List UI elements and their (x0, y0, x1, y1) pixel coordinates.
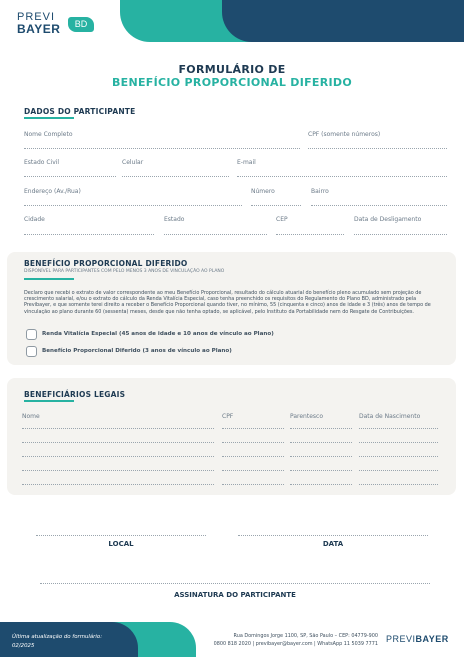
option-renda-label: Renda Vitalícia Especial (45 anos de idade e 10 anos de vínculo ao Plano) (42, 331, 274, 337)
page-title-line2: BENEFÍCIO PROPORCIONAL DIFERIDO (111, 76, 352, 89)
bairro-field[interactable] (311, 205, 447, 206)
local-label: LOCAL (108, 540, 134, 548)
estado-civil-field[interactable] (24, 176, 116, 177)
page-title-line1: FORMULÁRIO DE (178, 63, 286, 76)
header-navy-band (222, 0, 464, 42)
email-field[interactable] (237, 176, 447, 177)
beneficiary-cell[interactable] (359, 428, 438, 429)
cep-field[interactable] (276, 234, 344, 235)
beneficiary-cell[interactable] (222, 442, 284, 443)
estado-civil-label: Estado Civil (24, 159, 60, 166)
beneficiary-cell[interactable] (222, 470, 284, 471)
logo-previ-text: PREVI (17, 11, 56, 23)
beneficiary-cell[interactable] (22, 428, 214, 429)
footer-update-date: 02/2025 (12, 643, 35, 649)
option-proporcional-label: Benefício Proporcional Diferido (3 anos de vínculo ao Plano) (42, 348, 232, 354)
desligamento-label: Data de Desligamento (354, 216, 422, 223)
beneficiary-cell[interactable] (290, 442, 352, 443)
celular-label: Celular (122, 159, 144, 166)
footer-brand-previ: PREVI (386, 634, 416, 644)
beneficiary-cell[interactable] (359, 484, 438, 485)
col-nome: Nome (22, 413, 40, 420)
celular-field[interactable] (122, 176, 229, 177)
cpf-label: CPF (somente números) (308, 131, 381, 138)
footer-update-label: Última atualização do formulário: (12, 634, 103, 640)
local-field[interactable] (36, 535, 206, 536)
estado-label: Estado (164, 216, 185, 223)
option-proporcional-checkbox[interactable] (26, 346, 37, 357)
beneficiary-cell[interactable] (290, 470, 352, 471)
beneficiaries-heading-underline (24, 400, 74, 402)
data-label: DATA (322, 540, 344, 548)
col-nascimento: Data de Nascimento (359, 413, 421, 420)
benefit-subheading: DISPONÍVEL PARA PARTICIPANTES COM PELO MENOS 3 ANOS DE VINCULAÇÃO AO PLANO (24, 269, 225, 274)
endereco-field[interactable] (24, 205, 242, 206)
cidade-field[interactable] (24, 234, 154, 235)
beneficiary-cell[interactable] (22, 470, 214, 471)
data-field[interactable] (238, 535, 428, 536)
beneficiary-cell[interactable] (22, 456, 214, 457)
beneficiary-cell[interactable] (290, 456, 352, 457)
numero-field[interactable] (251, 205, 301, 206)
numero-label: Número (251, 188, 275, 195)
nome-field[interactable] (24, 148, 300, 149)
cep-label: CEP (276, 216, 288, 223)
footer-contacts: 0800 818 2020 | previbayer@bayer.com | WhatsApp 11 5039 7771 (213, 641, 378, 647)
col-parentesco: Parentesco (290, 413, 323, 420)
logo-bayer-text: BAYER (17, 22, 61, 36)
col-cpf: CPF (222, 413, 234, 420)
beneficiary-cell[interactable] (359, 470, 438, 471)
footer-brand-bayer: BAYER (415, 634, 449, 644)
footer-address: Rua Domingos Jorge 1100, SP, São Paulo – CEP: 04779-900 (233, 633, 378, 639)
benefit-heading: BENEFÍCIO PROPORCIONAL DIFERIDO (24, 259, 188, 268)
footer-brand (386, 634, 449, 644)
logo-bd-badge: BD (68, 17, 94, 32)
assinatura-label: ASSINATURA DO PARTICIPANTE (174, 591, 296, 599)
cidade-label: Cidade (24, 216, 45, 223)
participant-heading-underline (24, 117, 74, 119)
beneficiary-cell[interactable] (222, 428, 284, 429)
beneficiary-cell[interactable] (359, 442, 438, 443)
benefit-declaration: Declaro que recebi o extrato de valor correspondente ao meu Benefício Proporcional, resultado do cálculo atuarial do benefício pleno acumulado sem projeção de crescimento salarial, e/ou o extrato do cálculo da Renda Vitalícia Especial, caso tenha preenchido os requisitos do Regulamento do Plano BD, administrado pela Previbayer, e que somente terei direito a receber o Benefício Proporcional quando tiver, no mínimo, 55 (cinquenta e cinco) anos de idade e 3 (três) anos de tempo de vinculação ao plano durante 60 (sessenta) meses, desde que não tenha optado, se aplicável, pelo Instituto da Portabilidade nem do Resgate de Contribuições. (24, 290, 431, 315)
endereco-label: Endereço (Av./Rua) (24, 188, 81, 195)
benefit-heading-underline (24, 278, 74, 280)
beneficiaries-heading: BENEFICIÁRIOS LEGAIS (24, 390, 126, 399)
participant-heading: DADOS DO PARTICIPANTE (24, 107, 136, 116)
estado-field[interactable] (164, 234, 267, 235)
assinatura-field[interactable] (40, 583, 430, 584)
beneficiary-cell[interactable] (22, 442, 214, 443)
nome-label: Nome Completo (24, 131, 73, 138)
beneficiary-cell[interactable] (222, 484, 284, 485)
bairro-label: Bairro (311, 188, 329, 195)
desligamento-field[interactable] (354, 234, 447, 235)
beneficiary-cell[interactable] (22, 484, 214, 485)
beneficiary-cell[interactable] (359, 456, 438, 457)
email-label: E-mail (237, 159, 256, 166)
beneficiary-cell[interactable] (290, 484, 352, 485)
cpf-field[interactable] (308, 148, 447, 149)
beneficiary-cell[interactable] (290, 428, 352, 429)
beneficiary-cell[interactable] (222, 456, 284, 457)
option-renda-checkbox[interactable] (26, 329, 37, 340)
